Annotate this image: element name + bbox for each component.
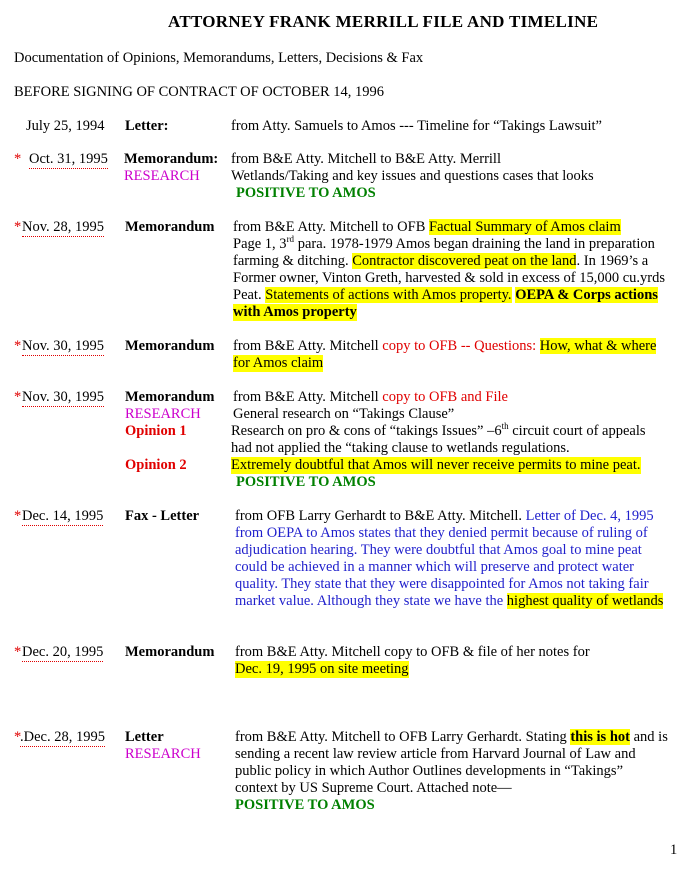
section-heading: BEFORE SIGNING OF CONTRACT OF OCTOBER 14, 1996 [14,84,385,100]
highlight: How, what & where [539,338,657,354]
entry-type: Memorandum [125,644,215,660]
entry-line: adjudication hearing. They were doubtful that Amos goal to mine peat [235,542,642,558]
entry-type: Memorandum [125,389,215,405]
entry-line: from B&E Atty. Mitchell copy to OFB & file of her notes for [235,644,590,660]
entry-date: July 25, 1994 [26,118,105,134]
research-tag: RESEARCH [124,168,200,184]
entry-star: * [14,729,22,745]
highlight: for Amos claim [233,355,324,371]
highlight: Factual Summary of Amos claim [429,219,621,235]
entry-type: Memorandum [125,338,215,354]
entry-line: context by US Supreme Court. Attached note— [235,780,512,796]
entry-date: Oct. 31, 1995 [29,151,108,167]
entry-line: from B&E Atty. Mitchell to B&E Atty. Merrill [231,151,501,167]
entry-type: Memorandum [125,219,215,235]
entry-line: public policy in which Author Outlines developments in “Takings” [235,763,624,779]
highlight: this is hot [570,729,630,745]
positive-label: POSITIVE TO AMOS [236,185,376,201]
entry-line: sending a recent law review article from Harvard Journal of Law and [235,746,636,762]
highlight: with Amos property [233,304,357,320]
entry-date: Dec. 20, 1995 [22,644,104,660]
entry-line: Page 1, 3rd para. 1978-1979 Amos began draining the land in preparation [233,234,655,252]
entry-line: Former owner, Vinton Greth, harvested & sold in excess of 15,000 cu.yrds [233,270,665,286]
entry-type: Letter [125,729,164,745]
highlight: Extremely doubtful that Amos will never receive permits to mine peat. [231,457,641,473]
entry-star: * [14,508,22,524]
entry-line: General research on “Takings Clause” [233,406,455,422]
entry-line: had not applied the “taking clause to wetlands regulations. [231,440,570,456]
entry-date: Dec. 14, 1995 [22,508,104,524]
research-tag: RESEARCH [125,746,201,762]
entry-star: * [14,151,22,167]
entry-line: Peat. Statements of actions with Amos property. OEPA & Corps actions [233,287,658,303]
positive-label: POSITIVE TO AMOS [236,474,376,490]
entry-line: from OEPA to Amos states that they denied permit because of ruling of [235,525,648,541]
entry-star: * [14,644,22,660]
entry-star: * [14,219,22,235]
entry-text: from Atty. Samuels to Amos --- Timeline for “Takings Lawsuit” [231,118,602,134]
opinion-label: Opinion 2 [125,457,187,473]
entry-date: Nov. 30, 1995 [22,338,105,354]
entry-type: Memorandum: [124,151,219,167]
highlight: Statements of actions with Amos property. [265,287,512,303]
entry-type: Fax - Letter [125,508,200,524]
entry-line: quality. They state that they were disappointed for Amos not taking fair [235,576,649,592]
entry-line: from B&E Atty. Mitchell to OFB Factual Summary of Amos claim [233,219,621,235]
entry-star: * [14,389,22,405]
entry-line: farming & ditching. Contractor discovered peat on the land. In 1969’s a [233,253,649,269]
entry-date: .Dec. 28, 1995 [20,729,105,745]
highlight: Dec. 19, 1995 on site meeting [235,661,409,677]
entry-line: could be achieved in a manner which will preserve and protect water [235,559,634,575]
opinion-label: Opinion 1 [125,423,187,439]
highlight: OEPA & Corps actions [515,287,658,303]
highlight: highest quality of wetlands [506,593,664,609]
research-tag: RESEARCH [125,406,201,422]
entry-line: from B&E Atty. Mitchell copy to OFB -- Questions: How, what & where [233,338,657,354]
entry-date: Nov. 28, 1995 [22,219,105,235]
entry-line: from B&E Atty. Mitchell copy to OFB and File [233,389,508,405]
entry-line: market value. Although they state we have the highest quality of wetlands [235,593,664,609]
positive-label: POSITIVE TO AMOS [235,797,375,813]
entry-date: Nov. 30, 1995 [22,389,105,405]
entry-line: from B&E Atty. Mitchell to OFB Larry Gerhardt. Stating this is hot and is [235,729,668,745]
page-title: ATTORNEY FRANK MERRILL FILE AND TIMELINE [168,12,599,31]
highlight: Contractor discovered peat on the land [352,253,577,269]
entry-star: * [14,338,22,354]
entry-line: Research on pro & cons of “takings Issues” –6th circuit court of appeals [231,421,646,439]
entry-line: Wetlands/Taking and key issues and questions cases that looks [231,168,594,184]
page-number: 1 [670,842,678,858]
entry-type: Letter: [125,118,169,134]
subtitle: Documentation of Opinions, Memorandums, Letters, Decisions & Fax [14,50,424,66]
entry-line: from OFB Larry Gerhardt to B&E Atty. Mitchell. Letter of Dec. 4, 1995 [235,508,654,524]
